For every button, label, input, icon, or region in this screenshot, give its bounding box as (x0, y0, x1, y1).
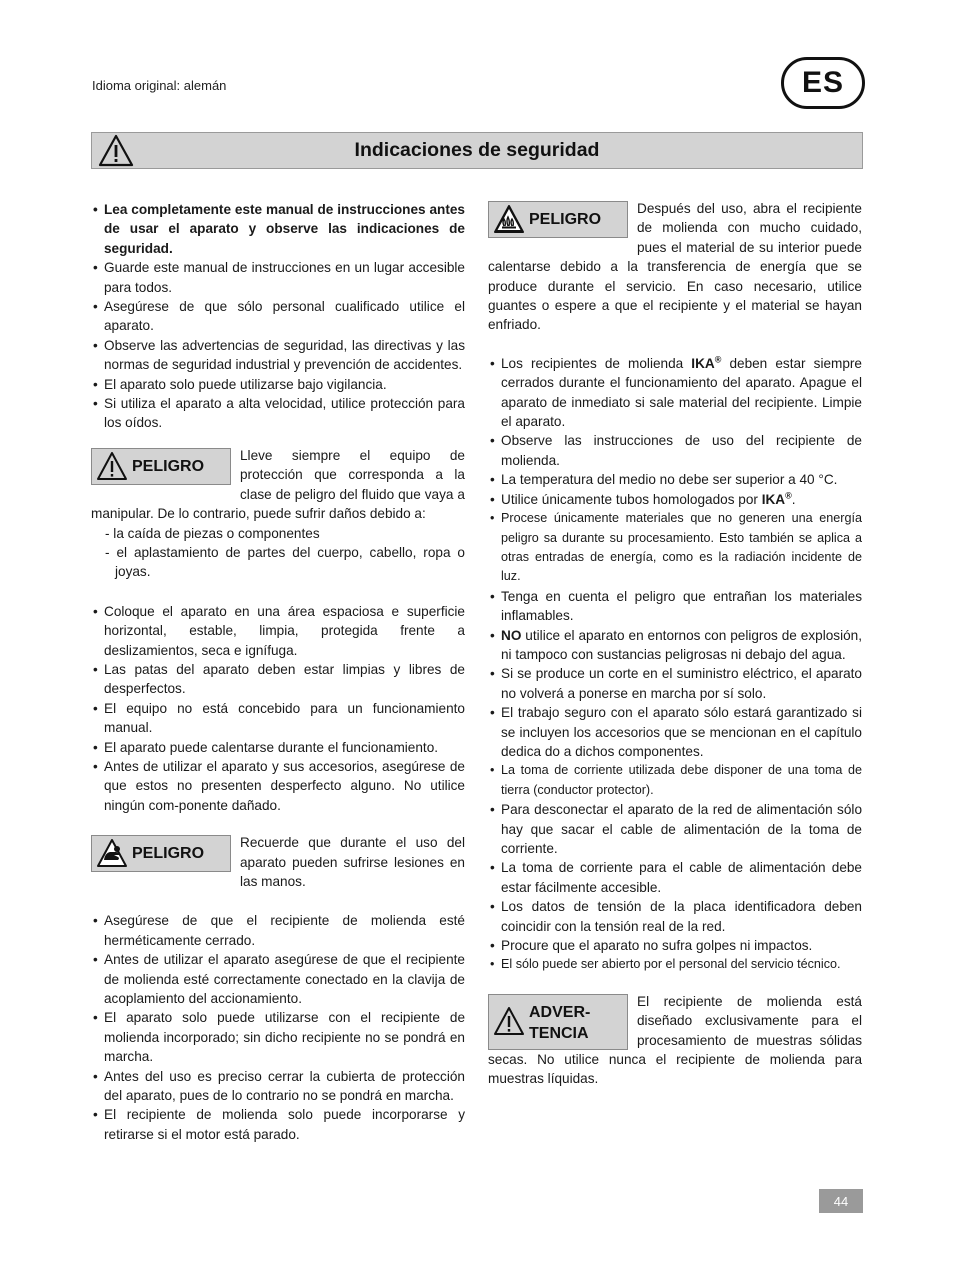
list-item: • Observe las instrucciones de uso del recipiente de molienda. (488, 431, 862, 470)
list-item: • Procure que el aparato no sufra golpes ni impactos. (488, 936, 862, 955)
list-item: • Tenga en cuenta el peligro que entrañan los materiales inflamables. (488, 587, 862, 626)
warning-label-box (488, 994, 628, 1050)
danger-label: PELIGRO (529, 211, 602, 228)
hand-crush-warning-icon (96, 838, 128, 868)
list-item: • Coloque el aparato en una área espaciosa e superficie horizontal, estable, limpia, protegida frente a deslizamientos, seca e ignífuga. (91, 602, 465, 660)
original-language-note: Idioma original: alemán (92, 78, 227, 93)
danger-text: Después del uso, abra el recipiente de molienda con mucho cuidado, pues el material de su interior puede calentarse debido a la transferencia de energía que se produce durante el servicio. En caso necesario, utilice guantes o espere a que el recipiente y el material se hayan enfriado. (488, 201, 862, 333)
list-item: • Utilice únicamente tubos homologados por IKA®. (488, 490, 862, 509)
list-item: • Antes de utilizar el aparato y sus accesorios, asegúrese de que estos no presenten desperfecto alguno. No utilice ningún com-ponente dañado. (91, 757, 465, 815)
warning-notice-liquid-samples (488, 992, 862, 1089)
list-item: • Si utiliza el aparato a alta velocidad, utilice protección para los oídos. (91, 394, 465, 433)
intro-bold-item: • Lea completamente este manual de instrucciones antes de usar el aparato y observe las indicaciones de seguridad. (91, 200, 465, 258)
danger-label: PELIGRO (132, 457, 205, 475)
list-item: • Observe las advertencias de seguridad, las directivas y las normas de seguridad industrial y prevención de accidentes. (91, 336, 465, 375)
brand-ika: IKA (761, 491, 786, 507)
danger-notice-protective-equipment (91, 446, 465, 582)
right-column (488, 199, 862, 1089)
list-item: • La temperatura del medio no debe ser superior a 40 °C. (488, 470, 862, 489)
list-item: • El trabajo seguro con el aparato sólo estará garantizado si se incluyen los accesorios que se mencionan en el capítulo dedica do a dichos componentes. (488, 703, 862, 761)
list-item: • Procese únicamente materiales que no generen una energía peligro sa durante su procesamiento. Esto también se aplica a otras entradas de energía, como es la radiación incidente de luz. (488, 509, 862, 587)
danger-text: Recuerde que durante el uso del aparato pueden sufrirse lesiones en las manos. (240, 835, 465, 889)
dash-item: - la caída de piezas o componentes (105, 525, 320, 541)
list-item: • Si se produce un corte en el suministro eléctrico, el aparato no volverá a ponerse en marcha por sí solo. (488, 664, 862, 703)
list-item: • Para desconectar el aparato de la red de alimentación sólo hay que sacar el cable de alimentación de la toma de corriente. (488, 800, 862, 858)
brand-ika: IKA (691, 355, 715, 371)
list-item: • Los recipientes de molienda IKA® deben estar siempre cerrados durante el funcionamiento del aparato. Apague el aparato de inmediato si sale material del recipiente. Limpie el aparato. (488, 354, 862, 432)
warning-triangle-icon (493, 1006, 525, 1036)
left-column (91, 200, 465, 1144)
list-item: • El aparato solo puede utilizarse bajo vigilancia. (91, 375, 465, 394)
list-item: • El aparato puede calentarse durante el funcionamiento. (91, 738, 465, 757)
danger-label-box (91, 448, 231, 485)
danger-notice-hot-material (488, 199, 862, 335)
danger-label-box (91, 835, 231, 872)
danger-notice-hand-injury (91, 833, 465, 891)
general-list (91, 258, 465, 433)
warning-text: El recipiente de molienda está diseñado exclusivamente para el procesamiento de muestras sólidas secas. No utilice nunca el recipiente de molienda para muestras líquidas. (488, 993, 862, 1087)
danger-label-box (488, 201, 628, 238)
placement-list (91, 602, 465, 815)
page-title: Indicaciones de seguridad (354, 139, 600, 161)
list-item: • Las patas del aparato deben estar limpias y libres de desperfectos. (91, 660, 465, 699)
list-item: • NO utilice el aparato en entornos con peligros de explosión, ni tampoco con sustancias peligrosas ni debajo del agua. (488, 626, 862, 665)
dash-item: - el aplastamiento de partes del cuerpo, cabello, ropa o joyas. (105, 544, 465, 580)
list-item: • Antes del uso es preciso cerrar la cubierta de protección del aparato, pues de lo contrario no se pondrá en marcha. (91, 1067, 465, 1106)
intro-list (91, 200, 465, 258)
language-badge: ES (781, 57, 865, 109)
warning-label: ADVER- TENCIA (529, 1003, 591, 1042)
hot-surface-warning-icon (493, 204, 525, 234)
list-item: • Asegúrese de que el recipiente de molienda esté herméticamente cerrado. (91, 911, 465, 950)
page-number: 44 (819, 1189, 863, 1213)
list-item: • Guarde este manual de instrucciones en un lugar accesible para todos. (91, 258, 465, 297)
list-item: • Antes de utilizar el aparato asegúrese de que el recipiente de molienda esté correctamente conectado en la clavija de acoplamiento del accionamiento. (91, 950, 465, 1008)
list-item: • Asegúrese de que sólo personal cualificado utilice el aparato. (91, 297, 465, 336)
warning-triangle-icon (96, 451, 128, 481)
list-item: • El sólo puede ser abierto por el personal del servicio técnico. (488, 955, 862, 974)
grinding-container-list (91, 911, 465, 1144)
list-item: • La toma de corriente utilizada debe disponer de una toma de tierra (conductor protector). (488, 761, 862, 800)
list-item: • El equipo no está concebido para un funcionamiento manual. (91, 699, 465, 738)
list-item: • El aparato solo puede utilizarse con el recipiente de molienda incorporado; sin dicho recipiente no se pondrá en marcha. (91, 1008, 465, 1066)
list-item: • La toma de corriente para el cable de alimentación debe estar fácilmente accesible. (488, 858, 862, 897)
danger-label: PELIGRO (132, 845, 205, 863)
danger-dash-list (91, 524, 465, 582)
list-item: • Los datos de tensión de la placa identificadora deben coincidir con la tensión real de la red. (488, 897, 862, 936)
list-item: • El recipiente de molienda solo puede incorporarse y retirarse si el motor está parado. (91, 1105, 465, 1144)
section-title-bar (91, 132, 863, 169)
danger-text: Lleve siempre el equipo de protección que corresponda a la clase de peligro del fluido que vaya a manipular. De lo contrario, puede sufrir daños debido a: (91, 447, 465, 522)
operation-list (488, 354, 862, 975)
